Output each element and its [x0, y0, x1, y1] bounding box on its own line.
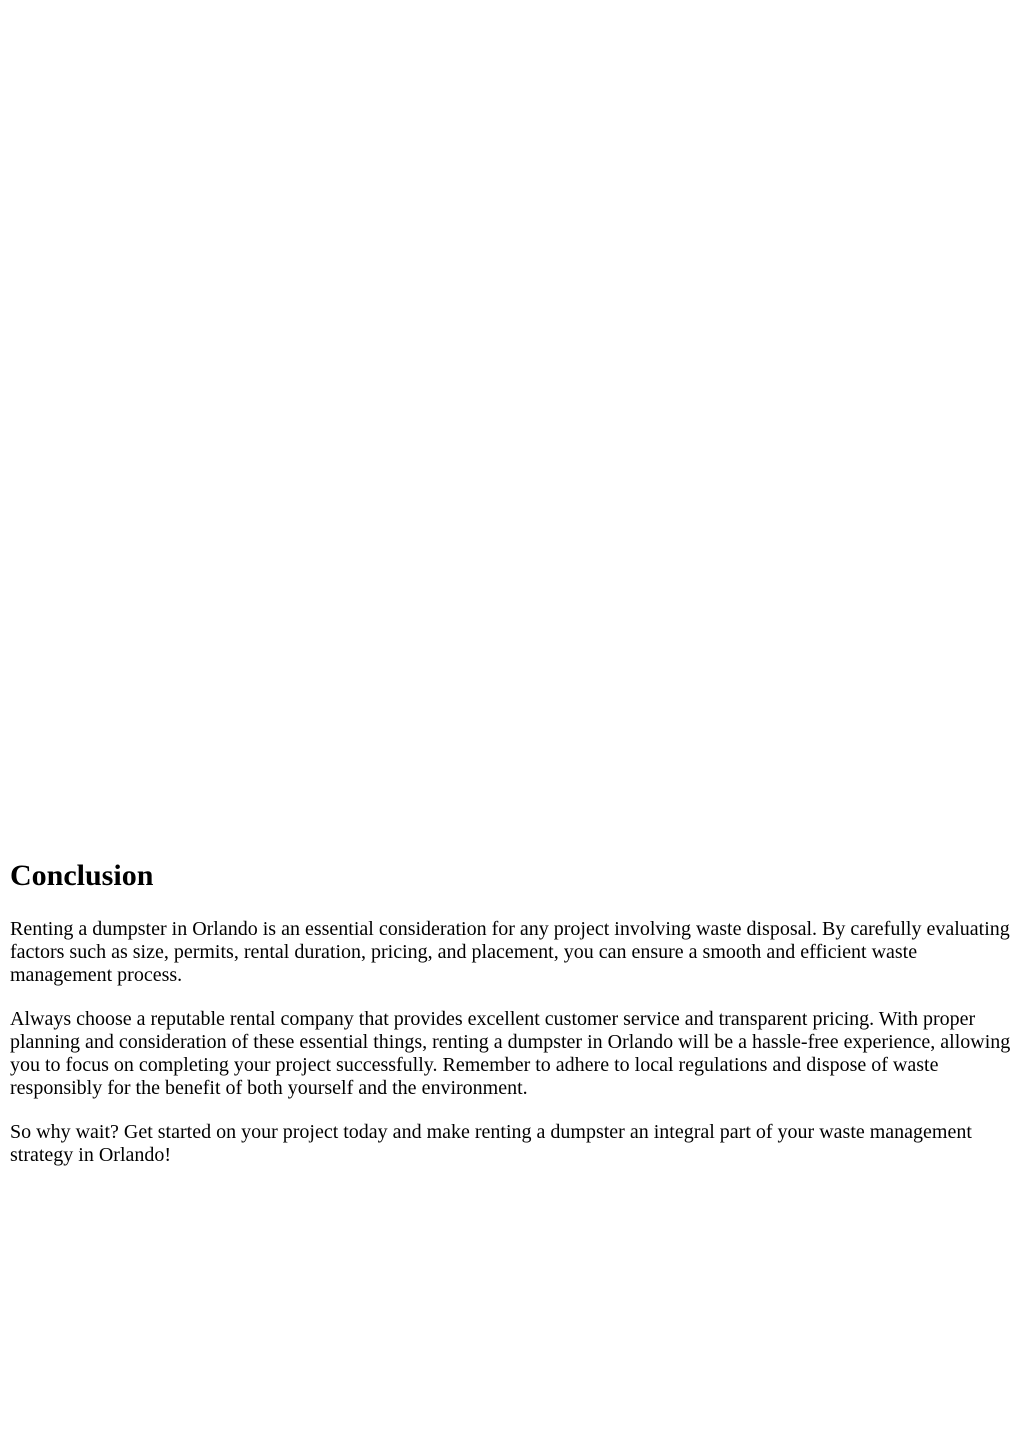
article-content: [10, 855, 1014, 1188]
paragraph-advice: Always choose a reputable rental company that provides excellent customer service and transparent pricing. With proper planning and consideration of these essential things, renting a dumpster in Orlando will be a hassle-free experience, allowing you to focus on completing your project successfully. Remember to adhere to local regulations and dispose of waste responsibly for the benefit of both yourself and the environment.: [10, 1008, 1011, 1099]
paragraph-intro: Renting a dumpster in Orlando is an essential consideration for any project involving waste disposal. By carefully evaluating factors such as size, permits, rental duration, pricing, and placement, you can ensure a smooth and efficient waste management process.: [10, 918, 1010, 986]
paragraph-call-to-action: So why wait? Get started on your project today and make renting a dumpster an integral part of your waste management strategy in Orlando!: [10, 1121, 972, 1166]
section-heading: Conclusion: [10, 859, 154, 892]
